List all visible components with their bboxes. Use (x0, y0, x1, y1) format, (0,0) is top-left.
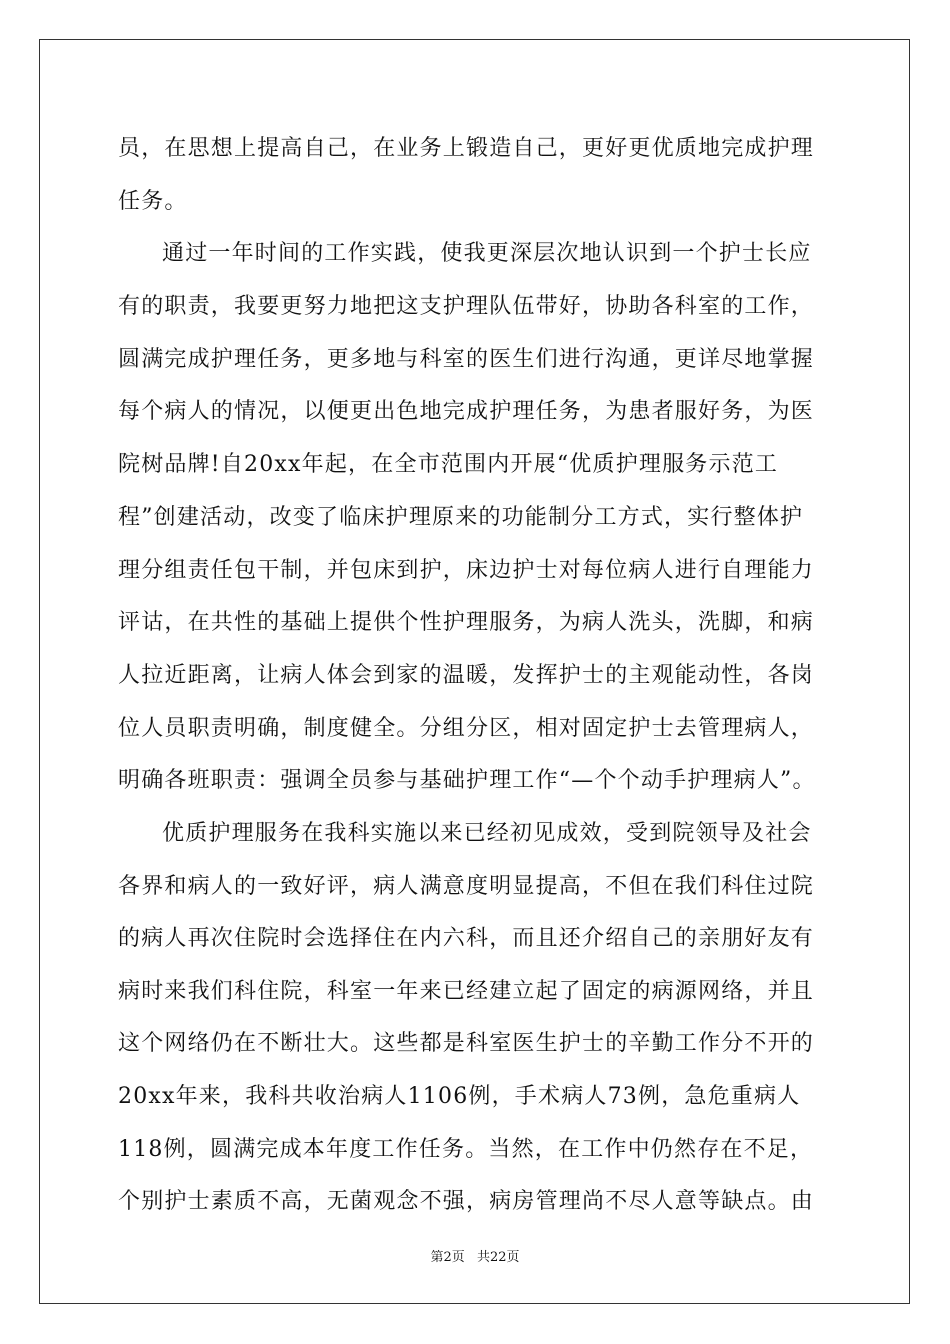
paragraph-start-line: 通过一年时间的工作实践，使我更深层次地认识到一个护士长应 (162, 241, 812, 266)
text-line: 病时来我们科住院，科室一年来已经建立起了固定的病源网络，并且 (118, 979, 815, 1004)
paragraph-start-line: 优质护理服务在我科实施以来已经初见成效，受到院领导及社会 (162, 821, 812, 846)
text-line: 院树品牌!自20xx年起，在全市范围内开展“优质护理服务示范工 (118, 452, 779, 477)
text-line: 118例，圆满完成本年度工作任务。当然，在工作中仍然存在不足， (118, 1137, 814, 1162)
text-line: 个别护士素质不高，无菌观念不强，病房管理尚不尽人意等缺点。由 (118, 1189, 815, 1214)
text-line: 各界和病人的一致好评，病人满意度明显提高，不但在我们科住过院 (118, 874, 815, 899)
text-line: 这个网络仍在不断壮大。这些都是科室医生护士的辛勤工作分不开的 (118, 1031, 815, 1056)
text-line: 任务。 (118, 189, 188, 214)
text-line: 人拉近距离，让病人体会到家的温暖，发挥护士的主观能动性，各岗 (118, 663, 815, 688)
text-line: 员，在思想上提高自己，在业务上锻造自己，更好更优质地完成护理 (118, 136, 815, 161)
text-line: 理分组责任包干制，并包床到护，床边护士对每位病人进行自理能力 (118, 558, 815, 583)
text-line: 每个病人的情况，以便更出色地完成护理任务，为患者服好务，为医 (118, 399, 815, 424)
text-line: 程”创建活动，改变了临床护理原来的功能制分工方式，实行整体护 (118, 505, 804, 530)
text-line: 位人员职责明确，制度健全。分组分区，相对固定护士去管理病人， (118, 716, 815, 741)
page-footer (0, 1246, 950, 1265)
text-line: 有的职责，我要更努力地把这支护理队伍带好，协助各科室的工作， (118, 294, 815, 319)
text-line: 圆满完成护理任务，更多地与科室的医生们进行沟通，更详尽地掌握 (118, 347, 815, 372)
text-line: 20xx年来，我科共收治病人1106例，手术病人73例，急危重病人 (118, 1084, 801, 1109)
text-line: 评诂，在共性的基础上提供个性护理服务，为病人洗头，洗脚，和病 (118, 610, 815, 635)
text-line: 明确各班职责：强调全员参与基础护理工作“—个个动手护理病人”。 (118, 768, 816, 793)
page-number: 第2页 (430, 1250, 465, 1265)
text-line: 的病人再次住院时会选择住在内六科，而且还介绍自己的亲朋好友有 (118, 926, 815, 951)
total-pages: 共22页 (476, 1250, 520, 1265)
